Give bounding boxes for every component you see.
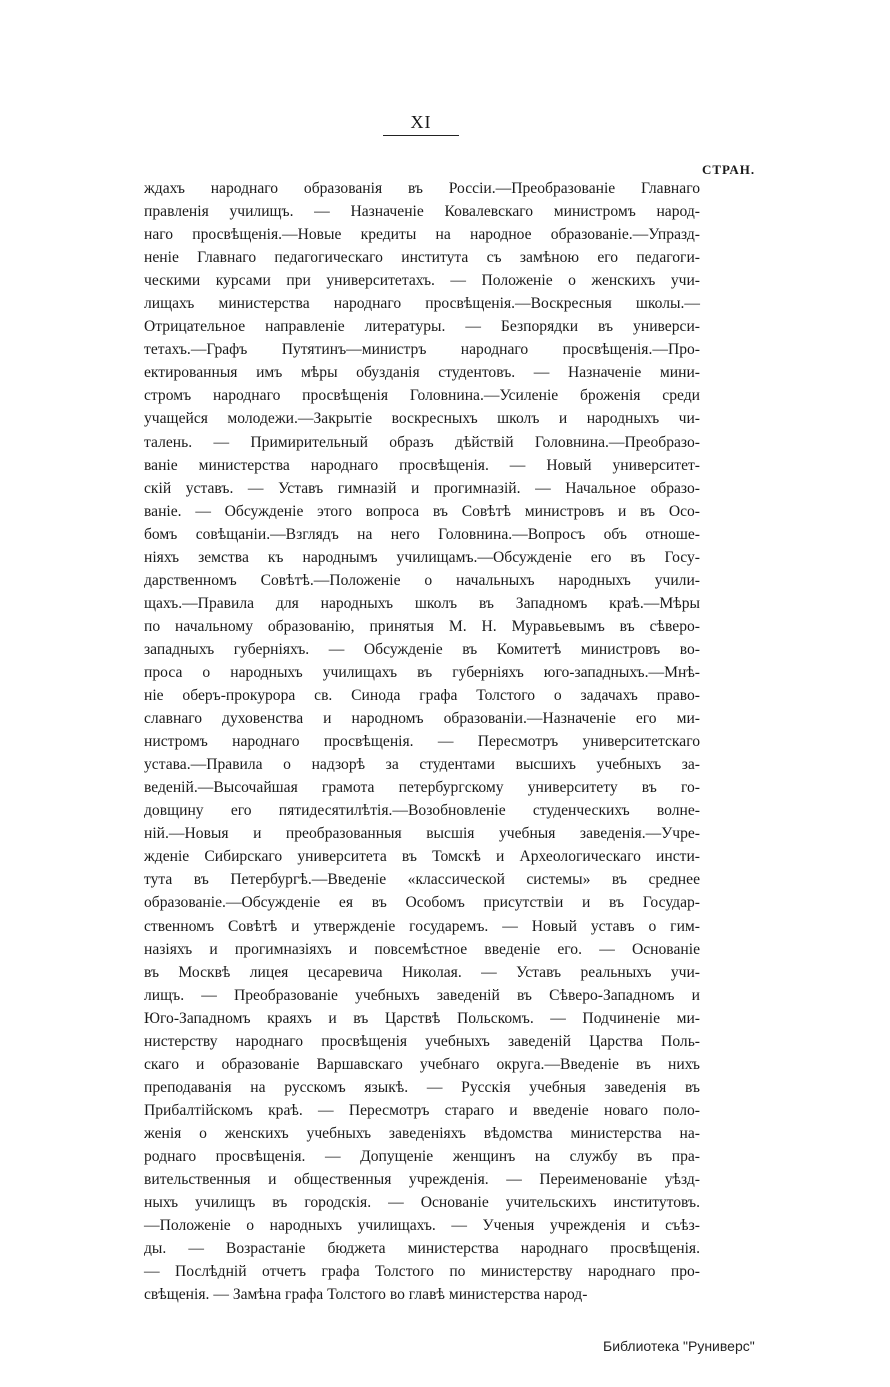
text-line: роднаго просвѣщенія. — Допущеніе женщинъ на службу въ пра-: [144, 1147, 700, 1165]
text-line: ніе оберъ-прокурора св. Синода графа Толстого о задачахъ право-: [144, 687, 700, 705]
text-line: проса о народныхъ училищахъ въ губерніяхъ юго-западныхъ.—Мнѣ-: [144, 663, 700, 681]
text-line: учащейся молодежи.—Закрытіе воскресныхъ школъ и народныхъ чи-: [144, 410, 700, 428]
text-line: Юго-Западномъ краяхъ и въ Царствѣ Польскомъ. — Подчиненіе ми-: [144, 1009, 700, 1027]
text-line: преподаванія на русскомъ языкѣ. — Русскія учебныя заведенія въ: [144, 1078, 700, 1096]
text-line: — Послѣдній отчетъ графа Толстого по министерству народнаго про-: [144, 1263, 700, 1281]
text-line: ственномъ Совѣтѣ и утвержденіе государемъ. — Новый уставъ о гим-: [144, 917, 700, 935]
text-line: устава.—Правила о надзорѣ за студентами высшихъ учебныхъ за-: [144, 756, 700, 774]
text-line: Прибалтійскомъ краѣ. — Пересмотръ стараго и введеніе новаго поло-: [144, 1101, 700, 1119]
page-column-label: СТРАН.: [702, 162, 756, 177]
text-line: ектированныя имъ мѣры обузданія студентовъ. — Назначеніе мини-: [144, 364, 700, 382]
text-line: славнаго духовенства и народномъ образованіи.—Назначеніе его ми-: [144, 710, 700, 728]
text-line: свѣщенія. — Замѣна графа Толстого во главѣ министерства народ-: [144, 1286, 588, 1304]
text-line: —Положеніе о народныхъ училищахъ. — Ученыя учрежденія и съѣз-: [144, 1217, 700, 1235]
text-line: въ Москвѣ лицея цесаревича Николая. — Уставъ реальныхъ учи-: [144, 963, 700, 981]
text-line: ваніе. — Обсужденіе этого вопроса въ Совѣтѣ министровъ и въ Осо-: [144, 502, 700, 520]
text-line: тетахъ.—Графъ Путятинъ—министръ народнаго просвѣщенія.—Про-: [144, 341, 700, 359]
text-line: жденіе Сибирскаго университета въ Томскѣ и Археологическаго инсти-: [144, 848, 700, 866]
text-line: бомъ совѣщаніи.—Взглядъ на него Головнина.—Вопросъ объ отноше-: [144, 525, 700, 543]
text-line: довщину его пятидесятилѣтія.—Возобновленіе студенческихъ волне-: [144, 802, 700, 820]
text-line: наго просвѣщенія.—Новые кредиты на народное образованіе.—Упразд-: [144, 226, 700, 244]
text-line: образованіе.—Обсужденіе ея въ Особомъ присутствіи и въ Государ-: [144, 894, 700, 912]
text-line: лищахъ министерства народнаго просвѣщенія.—Воскресныя школы.—: [144, 295, 700, 313]
page-number: XI: [410, 112, 432, 132]
text-line: женія о женскихъ учебныхъ заведеніяхъ вѣдомства министерства на-: [144, 1124, 700, 1142]
text-line: тута въ Петербургѣ.—Введеніе «классической системы» въ среднее: [144, 871, 700, 889]
text-line: вительственныя и общественныя учрежденія. — Переименованіе уѣзд-: [144, 1171, 700, 1189]
text-line: ваніе министерства народнаго просвѣщенія. — Новый университет-: [144, 456, 700, 474]
text-line: талень. — Примирительный образъ дѣйствій Головнина.—Преобразо-: [144, 433, 700, 451]
text-line: нистромъ народнаго просвѣщенія. — Пересмотръ университетскаго: [144, 733, 700, 751]
text-line: щахъ.—Правила для народныхъ школъ въ Западномъ краѣ.—Мѣры: [144, 594, 700, 612]
text-line: нистерству народнаго просвѣщенія учебныхъ заведеній Царства Поль-: [144, 1032, 700, 1050]
text-line: ній.—Новыя и преобразованныя высшія учебныя заведенія.—Учре-: [144, 825, 700, 843]
text-line: неніе Главнаго педагогическаго института съ замѣною его педагоги-: [144, 249, 700, 267]
text-line: ды. — Возрастаніе бюджета министерства народнаго просвѣщенія.: [144, 1240, 700, 1258]
text-line: ческими курсами при университетахъ. — Положеніе о женскихъ учи-: [144, 272, 700, 290]
text-line: дарственномъ Совѣтѣ.—Положеніе о начальныхъ народныхъ учили-: [144, 571, 700, 589]
text-line: скій уставъ. — Уставъ гимназій и прогимназій. — Начальное образо-: [144, 479, 700, 497]
text-line: назіяхъ и прогимназіяхъ и повсемѣстное введеніе его. — Основаніе: [144, 940, 700, 958]
text-line: веденій.—Высочайшая грамота петербургскому университету въ го-: [144, 779, 700, 797]
watermark: Библиотека "Руниверс": [603, 1338, 755, 1354]
text-line: стромъ народнаго просвѣщенія Головнина.—Усиленіе броженія среди: [144, 387, 700, 405]
text-line: западныхъ губерніяхъ. — Обсужденіе въ Комитетѣ министровъ во-: [144, 640, 700, 658]
text-line: ніяхъ земства къ народнымъ училищамъ.—Обсужденіе его въ Госу-: [144, 548, 700, 566]
text-line: ныхъ училищъ въ городскія. — Основаніе учительскихъ институтовъ.: [144, 1194, 700, 1212]
text-line: по начальному образованію, принятыя М. Н. Муравьевымъ въ сѣверо-: [144, 617, 700, 635]
text-line: скаго и образованіе Варшавскаго учебнаго округа.—Введеніе въ нихъ: [144, 1055, 700, 1073]
page-number-underline: [383, 135, 459, 136]
text-line: ждахъ народнаго образованія въ Россіи.—Преобразованіе Главнаго: [144, 180, 700, 197]
body-text: [144, 177, 700, 1306]
text-line: Отрицательное направленіе литературы. — Безпорядки въ универси-: [144, 318, 700, 336]
text-line: правленія училищъ. — Назначеніе Ковалевскаго министромъ народ-: [144, 203, 700, 221]
text-line: лищъ. — Преобразованіе учебныхъ заведеній въ Сѣверо-Западномъ и: [144, 986, 700, 1004]
